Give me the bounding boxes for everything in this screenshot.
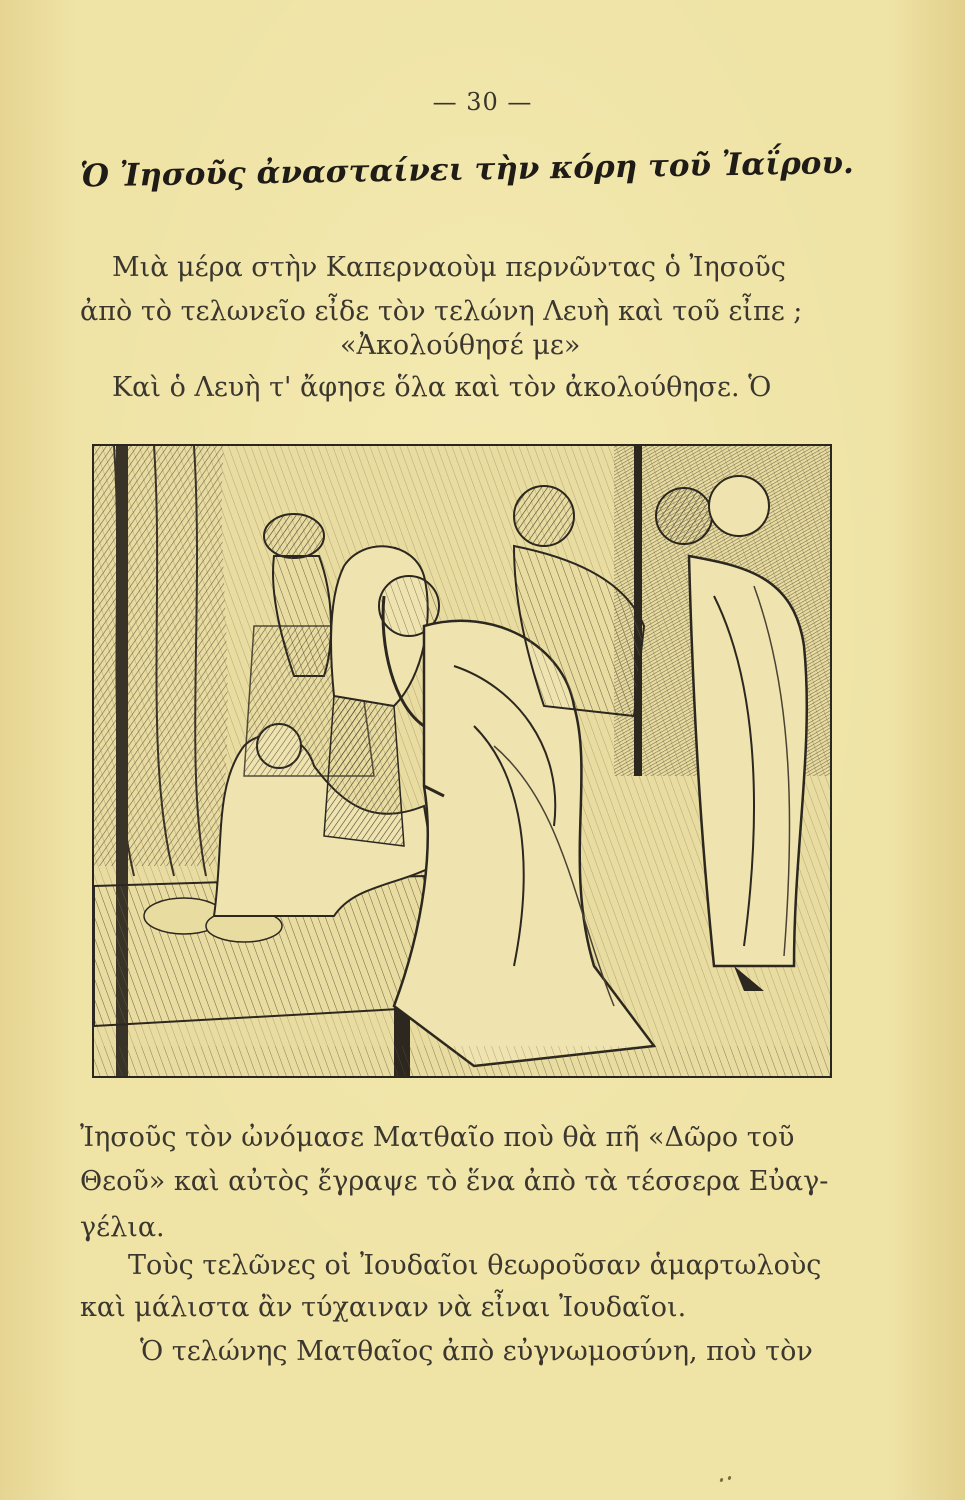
text-line: Τοὺς τελῶνες οἱ Ἰουδαῖοι θεωροῦσαν ἁμαρτωλοὺς: [128, 1250, 822, 1281]
text-line: Ὁ τελώνης Ματθαῖος ἀπὸ εὐγνωμοσύνη, ποὺ τὸν: [140, 1336, 813, 1367]
text-line: «Ἀκολούθησέ με»: [340, 330, 581, 361]
text-line: Καὶ ὁ Λευὴ τ' ἄφησε ὅλα καὶ τὸν ἀκολούθησε. Ὁ: [112, 372, 772, 403]
text-line: καὶ μάλιστα ἂν τύχαιναν νὰ εἶναι Ἰουδαῖοι.: [80, 1292, 687, 1323]
text-line: Μιὰ μέρα στὴν Καπερναοὺμ περνῶντας ὁ Ἰησοῦς: [112, 252, 786, 283]
text-line: γέλια.: [80, 1212, 165, 1243]
ink-mark: [727, 1476, 731, 1481]
ink-mark: [719, 1478, 723, 1483]
text-line: Θεοῦ» καὶ αὐτὸς ἔγραψε τὸ ἕνα ἀπὸ τὰ τέσσερα Εὐαγ-: [80, 1166, 829, 1197]
text-line: Ἰησοῦς τὸν ὠνόμασε Ματθαῖο ποὺ θὰ πῆ «Δῶρο τοῦ: [80, 1122, 795, 1153]
text-line: ἀπὸ τὸ τελωνεῖο εἶδε τὸν τελώνη Λευὴ καὶ τοῦ εἶπε ;: [80, 296, 803, 327]
engraving-illustration: [92, 444, 832, 1078]
page-number: — 30 —: [432, 88, 533, 116]
chapter-title: Ὁ Ἰησοῦς ἀνασταίνει τὴν κόρη τοῦ Ἰαΐρου.: [79, 144, 855, 195]
